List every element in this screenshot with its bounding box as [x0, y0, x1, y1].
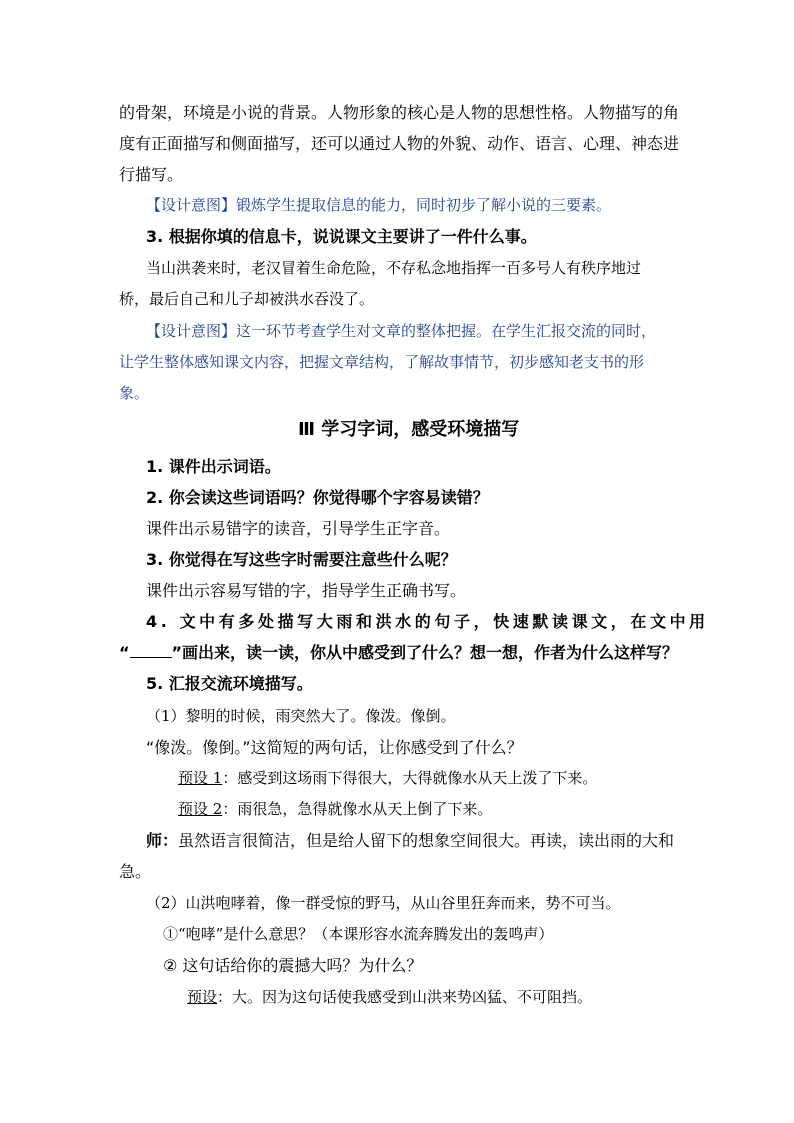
item-4-line-2 [119, 645, 678, 661]
preset-text: ：大。因为这句话使我感受到山洪来势凶猛、不可阻挡。 [217, 988, 593, 1006]
item-3-note: 课件出示容易写错的字，指导学生正确书写。 [146, 581, 467, 600]
teacher-text: 虽然语言很简洁，但是给人留下的想象空间很大。再读，读出雨的大和 [178, 831, 675, 850]
teacher-line [146, 833, 674, 849]
paragraph-line: 的骨架，环境是小说的背景。人物形象的核心是人物的思想性格。人物描写的角 [119, 103, 680, 122]
item-3: 3. 你觉得在写这些字时需要注意些什么呢？ [146, 550, 457, 569]
answer-line: 桥，最后自己和儿子却被洪水吞没了。 [119, 290, 375, 308]
paragraph-line: 度有正面描写和侧面描写，还可以通过人物的外貌、动作、语言、心理、神态进 [119, 134, 680, 153]
design-intent: 【设计意图】这一环节考查学生对文章的整体把握。在学生汇报交流的同时， [146, 322, 657, 340]
design-intent: 【设计意图】锻炼学生提取信息的能力，同时初步了解小说的三要素。 [146, 196, 612, 214]
preset-3 [187, 990, 592, 1005]
item-2: 2. 你会读这些词语吗？你觉得哪个字容易读错？ [146, 488, 489, 507]
underline-blank [130, 645, 172, 658]
question-3: 3. 根据你填的信息卡，说说课文主要讲了一件什么事。 [146, 227, 537, 246]
quote-2: （2）山洪咆哮着，像一群受惊的野马，从山谷里狂奔而来，势不可当。 [146, 894, 621, 912]
paragraph-line: 行描写。 [119, 165, 184, 184]
sub-question-1: ①“咆哮”是什么意思？（本课形容水流奔腾发出的轰鸣声） [163, 925, 554, 943]
teacher-label: 师： [146, 831, 179, 850]
preset-text: ：雨很急，急得就像水从天上倒了下来。 [222, 800, 493, 818]
answer-line: 当山洪袭来时，老汉冒着生命危险，不存私念地指挥一百多号人有秩序地过 [146, 259, 642, 277]
question-line: “像泼。像倒。”这简短的两句话，让你感受到了什么？ [146, 738, 523, 757]
item-2-note: 课件出示易错字的读音，引导学生正字音。 [146, 519, 451, 538]
preset-text: ：感受到这场雨下得很大，大得就像水从天上泼了下来。 [222, 769, 598, 787]
teacher-line-2: 急。 [119, 862, 152, 881]
section-title: Ⅲ 学习字词，感受环境描写 [298, 419, 520, 440]
quote-1: （1）黎明的时候，雨突然大了。像泼。像倒。 [146, 707, 456, 725]
design-intent-line: 让学生整体感知课文内容，把握文章结构，了解故事情节，初步感知老支书的形 [119, 353, 645, 371]
preset-1 [178, 771, 597, 786]
item-5: 5. 汇报交流环境描写。 [146, 674, 313, 693]
open-quote: “ [119, 643, 130, 662]
item-4-text: ”画出来，读一读，你从中感受到了什么？想一想，作者为什么这样写？ [171, 643, 679, 662]
item-1: 1. 课件出示词语。 [146, 457, 281, 476]
item-4: 4. 文中有多处描写大雨和洪水的句子，快速默读课文，在文中用 [146, 612, 709, 631]
preset-2 [178, 802, 492, 817]
sub-question-2: ② 这句话给你的震撼大吗？为什么？ [163, 956, 423, 975]
preset-label: 预设 1 [178, 769, 223, 787]
design-intent-line: 象。 [119, 384, 150, 402]
preset-label: 预设 2 [178, 800, 223, 818]
preset-label: 预设 [187, 988, 218, 1006]
